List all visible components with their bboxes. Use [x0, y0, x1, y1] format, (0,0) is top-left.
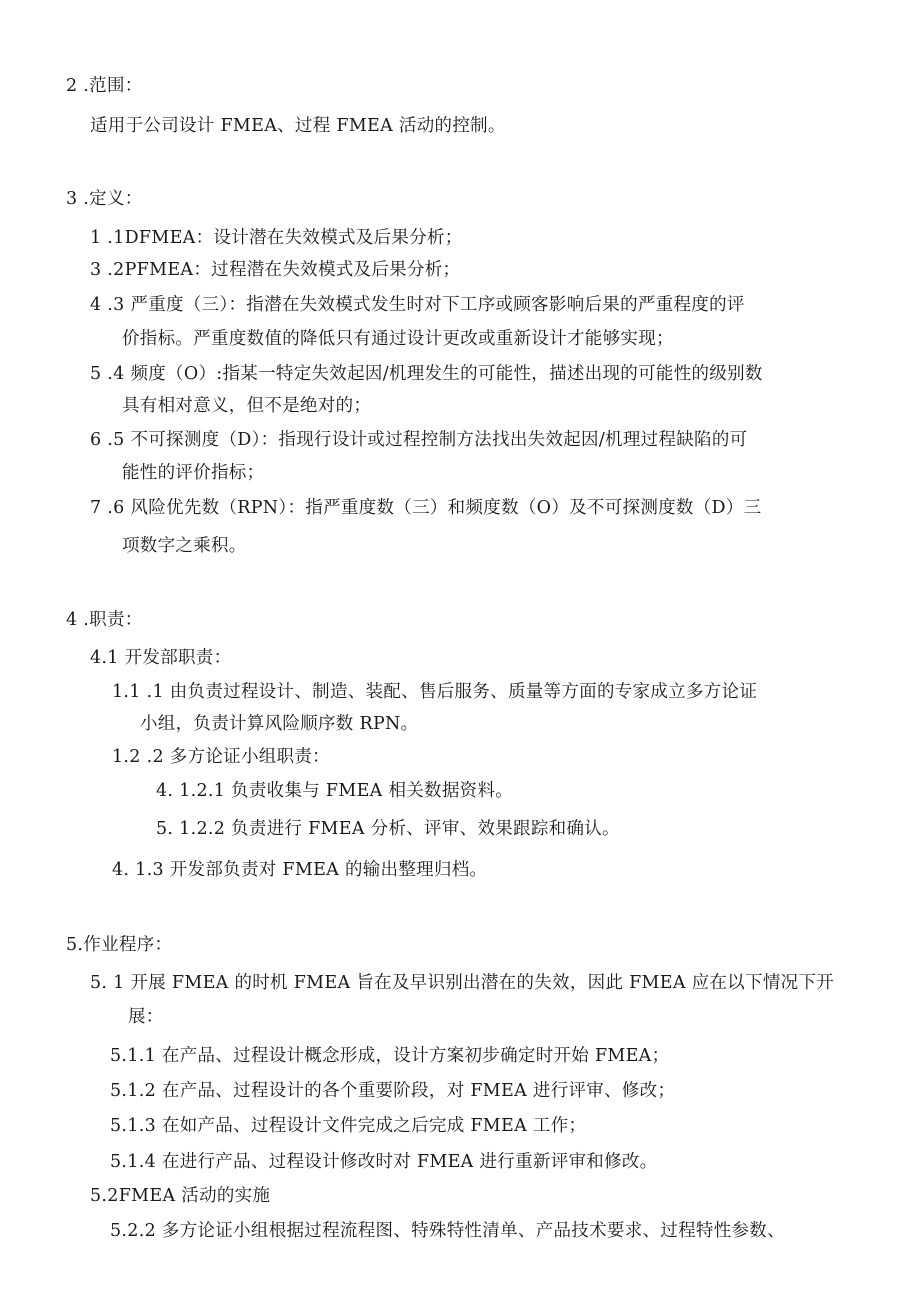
procedure-5-2-2: 5.2.2 多方论证小组根据过程流程图、特殊特性清单、产品技术要求、过程特性参数、 [110, 1221, 785, 1241]
definition-detection-line2: 能性的评价指标； [122, 463, 265, 483]
definition-rpn-line2: 项数字之乘积。 [122, 536, 247, 556]
definition-pfmea: 3 .2PFMEA：过程潜在失效模式及后果分析； [90, 260, 461, 280]
responsibility-1-1-line1: 1.1 .1 由负责过程设计、制造、装配、售后服务、质量等方面的专家成立多方论证 [112, 682, 758, 702]
section-4-heading: 4 .职责： [66, 610, 143, 630]
procedure-5-2: 5.2FMEA 活动的实施 [90, 1186, 271, 1206]
procedure-5-1-2: 5.1.2 在产品、过程设计的各个重要阶段，对 FMEA 进行评审、修改； [110, 1081, 676, 1101]
responsibility-1-2: 1.2 .2 多方论证小组职责： [112, 747, 330, 767]
responsibility-1-2-2: 5. 1.2.2 负责进行 FMEA 分析、评审、效果跟踪和确认。 [156, 819, 620, 839]
section-5-heading: 5.作业程序： [66, 935, 173, 955]
definition-occurrence-line1: 5 .4 频度（O）:指某一特定失效起因/机理发生的可能性，描述出现的可能性的级别数 [90, 364, 763, 384]
procedure-5-1-4: 5.1.4 在进行产品、过程设计修改时对 FMEA 进行重新评审和修改。 [110, 1152, 658, 1172]
definition-dfmea: 1 .1DFMEA：设计潜在失效模式及后果分析； [90, 228, 463, 248]
procedure-5-1-3: 5.1.3 在如产品、过程设计文件完成之后完成 FMEA 工作； [110, 1116, 587, 1136]
section-2-body: 适用于公司设计 FMEA、过程 FMEA 活动的控制。 [90, 116, 506, 136]
responsibility-1-3: 4. 1.3 开发部负责对 FMEA 的输出整理归档。 [112, 860, 488, 880]
definition-occurrence-line2: 具有相对意义，但不是绝对的； [122, 396, 372, 416]
responsibility-dev-dept: 4.1 开发部职责： [90, 648, 232, 668]
procedure-5-1-1: 5.1.1 在产品、过程设计概念形成，设计方案初步确定时开始 FMEA； [110, 1046, 670, 1066]
definition-rpn-line1: 7 .6 风险优先数（RPN）：指严重度数（三）和频度数（O）及不可探测度数（D）三 [90, 498, 762, 518]
definition-detection-line1: 6 .5 不可探测度（D）：指现行设计或过程控制方法找出失效起因/机理过程缺陷的可 [90, 430, 748, 450]
section-2-heading: 2 .范围： [66, 76, 143, 96]
definition-severity-line2: 价指标。严重度数值的降低只有通过设计更改或重新设计才能够实现； [122, 329, 674, 349]
procedure-5-1-line2: 展： [128, 1007, 164, 1027]
responsibility-1-1-line2: 小组，负责计算风险顺序数 RPN。 [140, 714, 419, 734]
section-3-heading: 3 .定义： [66, 189, 143, 209]
definition-severity-line1: 4 .3 严重度（三）：指潜在失效模式发生时对下工序或顾客影响后果的严重程度的评 [90, 295, 745, 315]
responsibility-1-2-1: 4. 1.2.1 负责收集与 FMEA 相关数据资料。 [156, 781, 514, 801]
procedure-5-1-line1: 5. 1 开展 FMEA 的时机 FMEA 旨在及早识别出潜在的失效，因此 FMEA 应在以下情况下开 [90, 973, 835, 993]
